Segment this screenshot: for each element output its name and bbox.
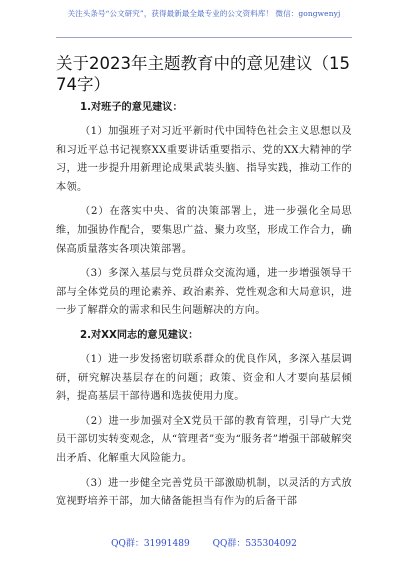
paragraph: （2）在落实中央、省的决策部署上，进一步强化全局思维，加强协作配合，要集思广益、聚力攻坚，形成工作合力，确保高质量落实各项决策部署。 [56,206,352,255]
header-divider [56,37,352,38]
header-banner: 关注头条号“公文研究”，获得最新最全最专业的公文资料库！ 微信：gongwenyj [67,9,341,18]
section-comrade-suggestions [56,327,352,512]
section-class-suggestions [56,99,352,321]
paragraph: （2）进一步加强对全X党员干部的教育管理，引导广大党员干部切实转变观念，从“管理者”变为“服务者”增强干部破解突出矛盾、化解重大风险能力。 [56,415,352,464]
document-body [56,99,352,518]
section-heading: 2.对XX同志的意见建议： [80,329,199,341]
paragraph: （1）加强班子对习近平新时代中国特色社会主义思想以及和习近平总书记视察XX重要讲话重要指示、党的XX大精神的学习，进一步提升用新理论成果武装头脑、指导实践，推动工作的本领。 [56,126,352,193]
footer [0,536,408,549]
footer-qq-group-2: QQ群：535304092 [212,539,297,549]
footer-qq-group-1: QQ群：31991489 [111,539,190,549]
section-heading: 1.对班子的意见建议： [80,102,183,113]
paragraph: （1）进一步发扬密切联系群众的优良作风，多深入基层调研，研究解决基层存在的问题；政策、资金和人才要向基层倾斜，提高基层干部待遇和选拔使用力度。 [56,353,352,403]
paragraph: （3）多深入基层与党员群众交流沟通，进一步增强领导干部与全体党员的理论素养、政治素养、党性观念和大局意识，进一步了解群众的需求和民生问题解决的方向。 [56,268,352,317]
document-title: 关于2023年主题教育中的意见建议（1574字） [56,54,350,94]
paragraph: （3）进一步健全完善党员干部激励机制，以灵活的方式放宽视野培养干部，加大储备能担当有作为的后备干部 [56,477,352,508]
